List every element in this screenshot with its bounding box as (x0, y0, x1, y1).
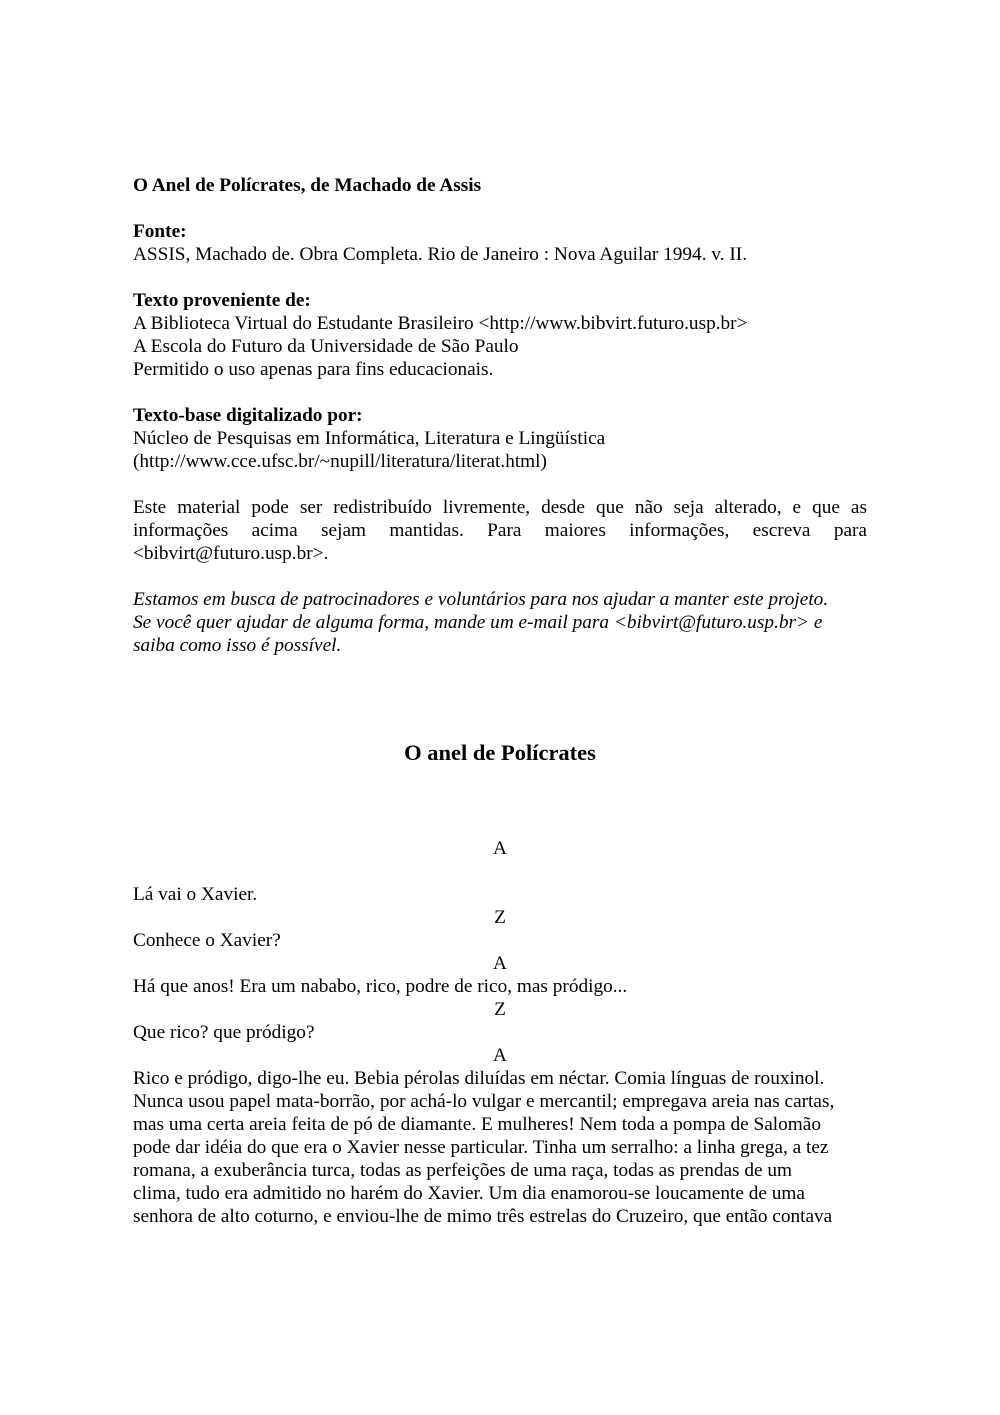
text-line: Rico e pródigo, digo-lhe eu. Bebia pérolas diluídas em néctar. Comia línguas de rouxinol. (133, 1068, 825, 1089)
text-line: Permitido o uso apenas para fins educacionais. (133, 359, 494, 380)
blank-line (133, 381, 867, 404)
text-line: Núcleo de Pesquisas em Informática, Literatura e Lingüística (133, 428, 606, 449)
dialogue-speaker: A (493, 1045, 507, 1066)
text-line: Se você quer ajudar de alguma forma, mande um e-mail para <bibvirt@futuro.usp.br> e (133, 612, 823, 633)
sponsor-notice (133, 588, 867, 657)
spacer (133, 657, 867, 739)
text-line: Este material pode ser redistribuído livremente, desde que não seja alterado, e que as (133, 497, 867, 518)
digitization-lines (133, 427, 867, 473)
source-label: Fonte: (133, 221, 187, 242)
provenance-label: Texto proveniente de: (133, 290, 311, 311)
text-line: romana, a exuberância turca, todas as perfeições de uma raça, todas as prendas de um (133, 1160, 793, 1181)
dialogue-line: Que rico? que pródigo? (133, 1022, 315, 1043)
dialogue-line: Há que anos! Era um nababo, rico, podre de rico, mas pródigo... (133, 976, 628, 997)
text-line: Estamos em busca de patrocinadores e voluntários para nos ajudar a manter este projeto. (133, 589, 829, 610)
dialogue-speaker: Z (494, 999, 506, 1020)
text-line: clima, tudo era admitido no harém do Xavier. Um dia enamorou-se loucamente de uma (133, 1183, 805, 1204)
digitization-label: Texto-base digitalizado por: (133, 405, 363, 426)
text-line: A Escola do Futuro da Universidade de São Paulo (133, 336, 519, 357)
text-line: saiba como isso é possível. (133, 635, 342, 656)
text-line: Nunca usou papel mata-borrão, por achá-lo vulgar e mercantil; empregava areia nas cartas, (133, 1091, 835, 1112)
blank-line (133, 473, 867, 496)
text-line: A Biblioteca Virtual do Estudante Brasileiro <http://www.bibvirt.futuro.usp.br> (133, 313, 748, 334)
text-line: pode dar idéia do que era o Xavier nesse particular. Tinha um serralho: a linha grega, a tez (133, 1137, 829, 1158)
redistribution-notice (133, 496, 867, 565)
story-title: O anel de Polícrates (404, 740, 596, 765)
text-line: ASSIS, Machado de. Obra Completa. Rio de Janeiro : Nova Aguilar 1994. v. II. (133, 244, 748, 265)
provenance-lines (133, 312, 867, 381)
dialogue-line: Lá vai o Xavier. (133, 884, 258, 905)
dialogue-speaker: Z (494, 907, 506, 928)
story-paragraph (133, 1067, 867, 1228)
text-line: mas uma certa areia feita de pó de diamante. E mulheres! Nem toda a pompa de Salomão (133, 1114, 821, 1135)
text-line: senhora de alto coturno, e enviou-lhe de mimo três estrelas do Cruzeiro, que então contava (133, 1206, 833, 1227)
text-line: informações acima sejam mantidas. Para maiores informações, escreva para (133, 520, 867, 541)
blank-line (133, 565, 867, 588)
dialogue-speaker: A (493, 838, 507, 859)
text-line: <bibvirt@futuro.usp.br>. (133, 543, 329, 564)
document-title: O Anel de Polícrates, de Machado de Assis (133, 175, 482, 196)
source-lines (133, 243, 867, 266)
dialogue-line: Conhece o Xavier? (133, 930, 281, 951)
dialogue-speaker: A (493, 953, 507, 974)
blank-line (133, 860, 867, 883)
blank-line (133, 197, 867, 220)
blank-line (133, 266, 867, 289)
text-line: (http://www.cce.ufsc.br/~nupill/literatura/literat.html) (133, 451, 547, 472)
spacer (133, 767, 867, 837)
